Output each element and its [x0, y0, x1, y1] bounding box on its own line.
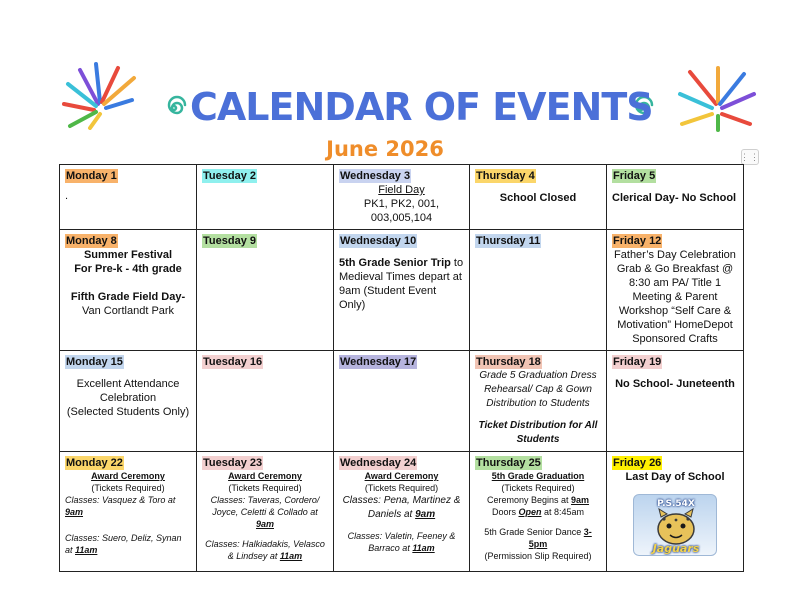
event-text: Summer Festival	[83, 249, 173, 261]
day-label: Thursday 25	[476, 457, 541, 469]
event-text: Classes: Pena, Martinez & Daniels at 9am	[342, 495, 461, 520]
day-cell-monday-8	[60, 230, 197, 351]
event-text: No School- Juneteenth	[615, 378, 735, 390]
event-title: Award Ceremony	[228, 471, 302, 481]
confetti-burst-left-icon	[58, 60, 138, 130]
day-label: Friday 5	[613, 170, 656, 182]
event-title: 5th Grade Graduation	[491, 471, 585, 481]
event-text: Classes: Taveras, Cordero/ Joyce, Celetti & Collado at 9am	[210, 495, 320, 529]
day-label: Thursday 11	[476, 235, 541, 247]
week-row	[60, 165, 744, 230]
event-text: 5th Grade Senior Dance 3-5pm	[484, 527, 592, 549]
day-label: Monday 15	[66, 356, 123, 368]
day-cell-monday-15	[60, 351, 197, 452]
day-cell-wednesday-10	[334, 230, 470, 351]
event-text	[339, 256, 464, 312]
day-label: Monday 22	[66, 457, 123, 469]
day-cell-thursday-11	[470, 230, 607, 351]
event-text: (Tickets Required)	[364, 483, 439, 493]
confetti-burst-right-icon	[672, 64, 758, 132]
day-cell-wednesday-17	[334, 351, 470, 452]
event-text: (Selected Students Only)	[66, 406, 190, 418]
event-text: (Tickets Required)	[91, 483, 165, 493]
event-text: PK1, PK2, 001,	[363, 198, 440, 210]
cell-text: .	[65, 190, 69, 202]
week-row	[60, 351, 744, 452]
day-label: Tuesday 2	[203, 170, 256, 182]
logo-text-top: P.S.54X	[657, 499, 695, 509]
day-cell-friday-12	[607, 230, 744, 351]
day-cell-tuesday-9	[197, 230, 334, 351]
day-label: Tuesday 16	[203, 356, 263, 368]
day-cell-thursday-18	[470, 351, 607, 452]
event-text: Classes: Suero, Deliz, Synan at 11am	[65, 533, 182, 555]
event-text: Fifth Grade Field Day-	[70, 291, 186, 303]
day-cell-tuesday-16	[197, 351, 334, 452]
day-cell-monday-1	[60, 165, 197, 230]
day-label: Wednesday 3	[340, 170, 411, 182]
event-text: Ceremony Begins at 9am Doors Open at 8:45am	[486, 495, 590, 517]
day-cell-friday-26	[607, 452, 744, 572]
day-cell-thursday-25	[470, 452, 607, 572]
event-title: Field Day	[378, 184, 425, 196]
event-text: Van Cortlandt Park	[81, 305, 175, 317]
day-label: Monday 1	[66, 170, 117, 182]
event-text: School Closed	[499, 192, 577, 204]
event-text: Father’s Day Celebration Grab & Go Breakfast @ 8:30 am PA/ Title 1 Meeting & Parent Workshop “Self Care & Motivation” HomeDepot Sponsored Crafts	[614, 249, 736, 345]
event-text: 003,005,104	[370, 212, 433, 224]
table-drag-handle[interactable]	[741, 149, 759, 165]
event-title: Award Ceremony	[91, 471, 165, 481]
swirl-left-icon	[160, 94, 188, 122]
day-cell-wednesday-3	[334, 165, 470, 230]
day-cell-thursday-4	[470, 165, 607, 230]
calendar-table	[59, 164, 744, 572]
day-label: Wednesday 10	[340, 235, 417, 247]
event-text: Classes: Halkiadakis, Velasco & Lindsey at 11am	[205, 539, 325, 561]
event-text: Classes: Vasquez & Toro at 9am	[65, 495, 176, 517]
event-text: Last Day of School	[625, 471, 725, 483]
event-text: (Permission Slip Required)	[484, 551, 592, 561]
grip-dots-icon: ⋮⋮	[740, 151, 760, 162]
event-text: Classes: Valetin, Feeney & Barraco at 11am	[347, 531, 456, 553]
day-cell-tuesday-2	[197, 165, 334, 230]
month-title: June 2026	[326, 137, 444, 161]
event-title: Award Ceremony	[364, 471, 439, 481]
day-label: Tuesday 9	[203, 235, 256, 247]
day-label: Thursday 18	[476, 356, 541, 368]
event-text: (Tickets Required)	[228, 483, 302, 493]
day-label: Friday 19	[613, 356, 662, 368]
calendar-title: CALENDAR OF EVENTS	[190, 85, 653, 129]
event-text: Students	[516, 434, 560, 445]
event-text: (Tickets Required)	[501, 483, 575, 493]
day-cell-tuesday-23	[197, 452, 334, 572]
week-row	[60, 230, 744, 351]
day-cell-monday-22	[60, 452, 197, 572]
day-label: Wednesday 24	[340, 457, 417, 469]
day-label: Friday 12	[613, 235, 662, 247]
week-row	[60, 452, 744, 572]
event-text: For Pre-k - 4th grade	[74, 263, 182, 275]
school-jaguar-logo	[633, 494, 717, 556]
event-text: Clerical Day- No School	[612, 192, 737, 204]
event-text: Excellent Attendance	[76, 378, 180, 390]
event-text: Celebration	[99, 392, 157, 404]
day-cell-friday-5	[607, 165, 744, 230]
event-text: Rehearsal/ Cap & Gown	[484, 384, 592, 395]
event-text: Ticket Distribution for All	[478, 420, 598, 431]
day-label: Monday 8	[66, 235, 117, 247]
day-label: Wednesday 17	[340, 356, 417, 368]
event-text: Grade 5 Graduation Dress	[479, 370, 597, 381]
day-label: Friday 26	[613, 457, 662, 469]
day-label: Tuesday 23	[203, 457, 263, 469]
event-text: Distribution to Students	[486, 398, 590, 409]
event-title: 5th Grade Senior Trip	[339, 257, 451, 269]
event-detail: to Medieval Times depart at 9am (Student Event Only)	[339, 257, 464, 311]
day-cell-friday-19	[607, 351, 744, 452]
logo-text-bottom: Jaguars	[652, 542, 700, 555]
day-label: Thursday 4	[476, 170, 535, 182]
day-cell-wednesday-24	[334, 452, 470, 572]
